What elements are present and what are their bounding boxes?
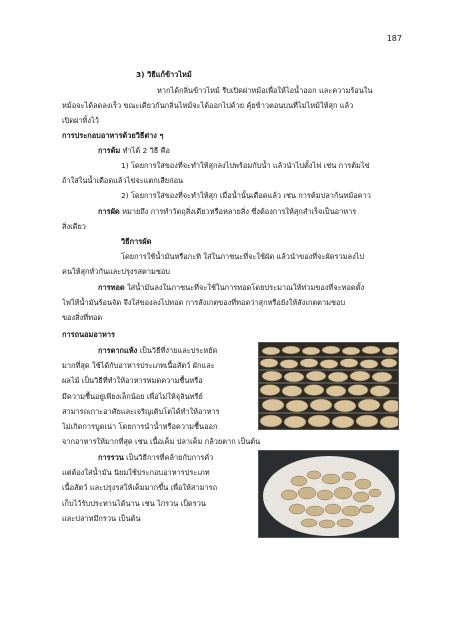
sun-dry-text: เป็นวิธีที่ง่ายและประหยัด: [137, 346, 218, 355]
paragraph-line: ไฟให้น้ำมันร้อนจัด จึงใส่ของลงไปทอด การสังเกตของที่ทอดว่าสุกหรือยังให้สังเกตตามชอบ: [62, 298, 346, 307]
paragraph-line: คนให้สุกทั่วกันและปรุงรสตามชอบ: [62, 267, 170, 276]
dried-fish-illustration: [259, 343, 398, 429]
paragraph-line: ถ้าใส่ในน้ำเดือดแล้วไข่จะแตกเสียก่อน: [62, 176, 184, 185]
paragraph-line: สิ่งเดียว: [62, 222, 86, 231]
paragraph-line: สามารถเกาะอาศัยและเจริญเติบโตได้ทำให้อาหาร: [62, 407, 220, 416]
paragraph-line: 2) โดยการใส่ของที่จะทำให้สุก เมื่อน้ำนั้นเดือดแล้ว เช่น การต้มปลาก้นหม้อคาว: [121, 191, 371, 200]
stir-definition: หมายถึง การทำวัตถุสิ่งเดียวหรือหลายสิ่ง ซึ่งต้องการให้สุกสำเร็จเป็นอาหาร: [119, 207, 357, 216]
heading-food-preservation: การถนอมอาหาร: [62, 330, 116, 339]
page-number: 187: [386, 34, 402, 43]
paragraph-line: และปลาหมึกรวน เป็นต้น: [62, 514, 141, 523]
section-title-fix-burnt-rice: 3) วิธีแก้ข้าวไหม้: [136, 70, 192, 79]
paragraph-line: [98, 282, 402, 294]
term-deep-fry: การทอด: [98, 283, 125, 292]
ruan-dish-illustration: [259, 451, 398, 537]
paragraph-line: เนื้อสัตว์ และปรุงรสให้เค็มมากขึ้น เพื่อให้สามารถ: [62, 483, 218, 492]
paragraph-line: มีความชื้นอยู่เพียงเล็กน้อย เพื่อไม่ให้จุลินทรีย์: [62, 392, 203, 401]
term-stir: การผัด: [98, 207, 120, 216]
heading-cooking-methods: การประกอบอาหารด้วยวิธีต่าง ๆ: [62, 131, 164, 140]
paragraph-line: มากที่สุด ใช้ได้กับอาหารประเภทเนื้อสัตว์ ผักและ: [62, 361, 215, 370]
heading-stir-method: วิธีการผัด: [121, 237, 152, 246]
paragraph-line: ของสิ่งที่ทอด: [62, 313, 103, 322]
paragraph-line: แต่ต้องใส่น้ำมัน นิยมใช้ประกอบอาหารประเภท: [62, 468, 210, 477]
term-boil: การต้ม: [98, 146, 121, 155]
boil-intro: ทำได้ 2 วิธี คือ: [120, 146, 170, 155]
deep-fry-text: ใส่น้ำมันลงในภาชนะที่จะใช้ในการทอดโดยประมาณให้ท่วมของที่จะทอดตั้ง: [124, 283, 365, 292]
paragraph-line: จากอาหารให้มากที่สุด เช่น เนื้อเค็ม ปลาเค็ม กล้วยตาก เป็นต้น: [62, 437, 261, 446]
term-sun-dry: การตากแห้ง: [98, 346, 138, 355]
term-ruan: การรวน: [98, 453, 124, 462]
paragraph-line: [98, 452, 256, 464]
paragraph-line: ผลไม้ เป็นวิธีที่ทำให้อาหารหมดความชื้นหรือ: [62, 376, 203, 385]
paragraph-line: เก็บไว้รับประทานได้นาน เช่น ไก่รวน เป็ดรวน: [62, 499, 206, 508]
paragraph-line: [98, 345, 256, 357]
photo-dried-fish: [258, 342, 399, 430]
paragraph-line: ไม่เกิดการบูดเน่า โดยการนำน้ำหรือความชื้นออก: [62, 422, 218, 431]
ruan-text: เป็นวิธีการที่คล้ายกับการคั่ว: [123, 453, 214, 462]
paragraph-line: หากได้กลิ่นข้าวไหม้ รีบเปิดฝาหม้อเพื่อให้ไอน้ำออก และความร้อนใน: [157, 86, 373, 95]
paragraph-line: 1) โดยการใส่ของที่จะทำให้สุกลงไปพร้อมกับน้ำ แล้วนำไปตั้งไฟ เช่น การต้มไข่: [121, 161, 370, 170]
paragraph-line: โดยการใช้น้ำมันหรือกะทิ ใส่ในภาชนะที่จะใช้ผัด แล้วนำของที่จะผัดรวมลงไป: [121, 252, 365, 261]
paragraph-line: [98, 206, 402, 218]
photo-ruan-dish: [258, 450, 399, 538]
paragraph-line: เปิดฝาทิ้งไว้: [62, 116, 99, 125]
paragraph-line: [98, 145, 398, 157]
paragraph-line: หม้อจะได้ลดลงเร็ว ขณะเดียวกันกลิ่นไหม้จะได้ออกไปด้วย คุ้ยข้าวตอนบนที่ไม่ไหม้ให้สุก แล้ว: [62, 101, 354, 110]
